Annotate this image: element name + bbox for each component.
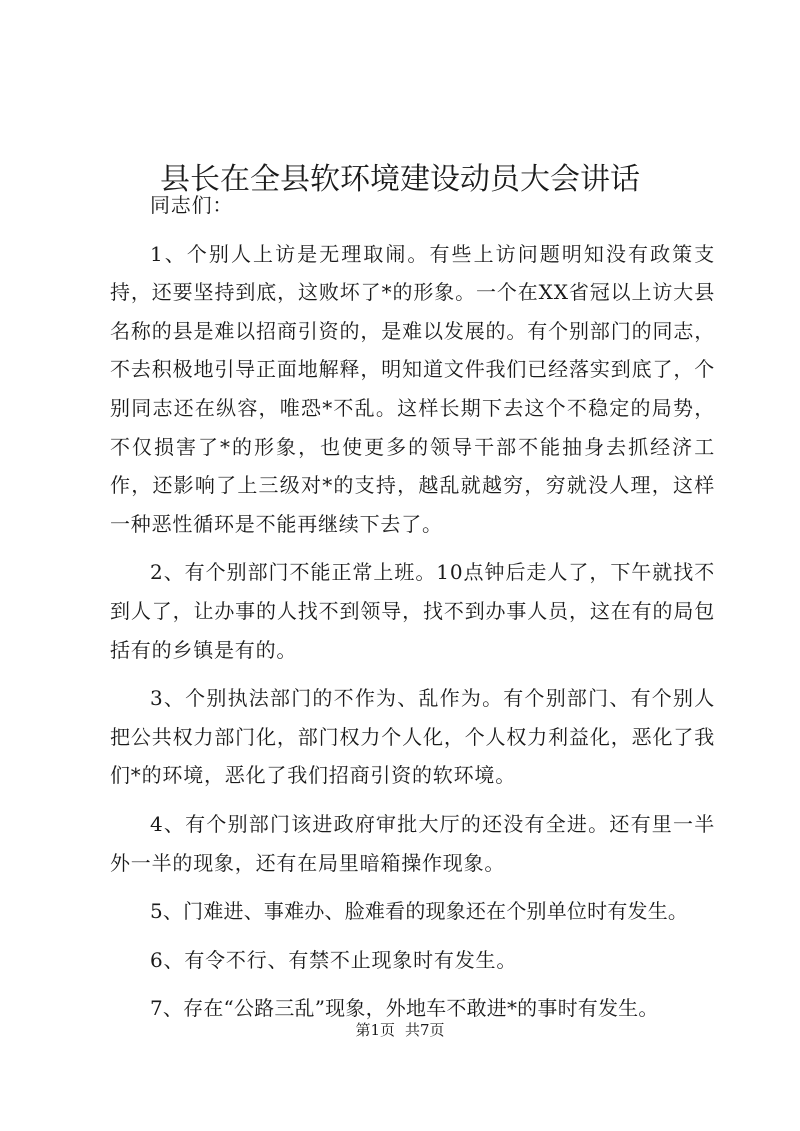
paragraph-3: 3、个别执法部门的不作为、乱作为。有个别部门、有个别人把公共权力部门化，部门权力个人化，个人权力利益化，恶化了我们*的环境，恶化了我们招商引资的软环境。	[110, 686, 715, 788]
paragraph-4: 4、有个别部门该进政府审批大厅的还没有全进。还有里一半外一半的现象，还有在局里暗箱操作现象。	[110, 811, 715, 875]
page-footer	[0, 1020, 800, 1040]
paragraph-5: 5、门难进、事难办、脸难看的现象还在个别单位时有发生。	[150, 899, 689, 924]
paragraph-1: 1、个别人上访是无理取闹。有些上访问题明知没有政策支持，还要坚持到底，这败坏了*的形象。一个在XX省冠以上访大县名称的县是难以招商引资的，是难以发展的。有个别部门的同志，不去积极地引导正面地解释，明知道文件我们已经落实到底了，个别同志还在纵容，唯恐*不乱。这样长期下去这个不稳定的局势，不仅损害了*的形象，也使更多的领导干部不能抽身去抓经济工作，还影响了上三级对*的支持，越乱就越穷，穷就没人理，这样一种恶性循环是不能再继续下去了。	[110, 241, 715, 536]
page-number: 第1页	[355, 1021, 395, 1039]
document-body	[110, 186, 715, 1038]
paragraph-6: 6、有令不行、有禁不止现象时有发生。	[150, 947, 518, 972]
paragraph-2: 2、有个别部门不能正常上班。10点钟后走人了，下午就找不到人了，让办事的人找不到领导，找不到办事人员，这在有的局包括有的乡镇是有的。	[110, 560, 715, 662]
salutation: 同志们：	[150, 193, 234, 217]
paragraph-7: 7、存在“公路三乱”现象，外地车不敢进*的事时有发生。	[150, 996, 659, 1021]
document-title: 县长在全县软环境建设动员大会讲话	[160, 162, 640, 198]
page-total: 共7页	[405, 1021, 445, 1039]
